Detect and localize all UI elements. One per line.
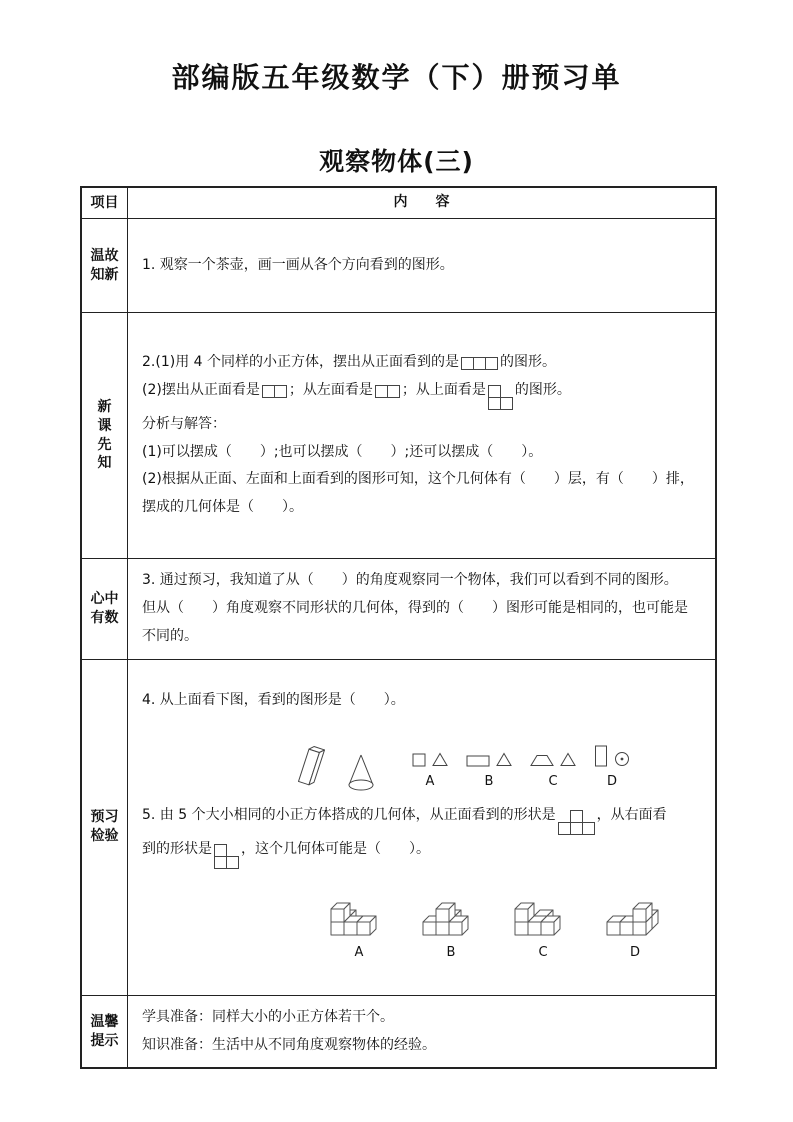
q4-options [412, 725, 630, 794]
q4-option-A [412, 725, 448, 794]
q2-text: (2)摆出从正面看是 [142, 381, 260, 398]
front-view-squares-icon [558, 810, 595, 835]
question-5-line2 [142, 837, 701, 869]
analysis-answer-2a: (2)根据从正面、左面和上面看到的图形可知，这个几何体有（ ）层，有（ ）排， [142, 471, 694, 488]
option-shapes-icon [530, 725, 576, 767]
label-line: 温故 [90, 247, 119, 264]
option-label: C [538, 945, 548, 961]
label-line: 新 [97, 398, 112, 415]
label-line: 检验 [90, 828, 119, 845]
label-line: 知 [97, 455, 112, 472]
row-label-check [82, 660, 128, 995]
row-label-review [82, 219, 128, 312]
label-line: 预习 [90, 809, 119, 826]
table-row-mind [82, 558, 715, 659]
blank-square [500, 397, 513, 410]
row-content-newlesson [128, 313, 715, 558]
cube-arrangement-icon [419, 882, 483, 938]
cube-arrangement-icon [327, 882, 391, 938]
q4-option-D [594, 725, 630, 794]
header-content-cell [128, 188, 715, 218]
q4-option-C [530, 725, 576, 794]
front-view-squares-icon [262, 385, 287, 398]
page-title: 部编版五年级数学（下）册预习单 [171, 61, 622, 94]
lesson-title: 观察物体(三) [319, 147, 474, 176]
analysis-answer-1: (1)可以摆成（ ）;也可以摆成（ ）;还可以摆成（ ）。 [142, 443, 543, 460]
cube-arrangement-icon [603, 882, 667, 938]
row-label-tips [82, 996, 128, 1068]
q5-text: 到的形状是 [142, 841, 212, 858]
option-label: D [629, 945, 640, 961]
row-label-newlesson [82, 313, 128, 558]
option-label: A [425, 774, 435, 790]
q5-option-D [603, 882, 667, 965]
label-line: 知新 [90, 266, 119, 283]
question-4-figure [292, 725, 701, 794]
tips-line1: 学具准备：同样大小的小正方体若干个。 [142, 1008, 394, 1025]
q5-text: 5. 由 5 个大小相同的小正方体搭成的几何体，从正面看到的形状是 [142, 807, 556, 824]
analysis-heading: 分析与解答： [142, 415, 226, 432]
table-row-tips [82, 995, 715, 1068]
front-view-squares-icon [461, 357, 498, 370]
top-view-squares-icon [488, 385, 513, 410]
label-line: 先 [97, 436, 112, 453]
row-content-mind [128, 559, 715, 659]
q5-options [327, 882, 701, 965]
option-label: B [446, 945, 456, 961]
tilted-box-icon [292, 744, 332, 794]
row-content-review [128, 219, 715, 312]
q2-text: ；从上面看是 [401, 381, 486, 398]
option-shapes-icon [412, 725, 448, 767]
q4-objects [292, 744, 378, 794]
label-line: 温馨 [90, 1013, 119, 1030]
table-row-check [82, 659, 715, 995]
analysis-answer-2b: 摆成的几何体是（ ）。 [142, 499, 303, 516]
option-label: D [606, 774, 617, 790]
question-3-line2: 但从（ ）角度观察不同形状的几何体，得到的（ ）图形可能是相同的，也可能是 [142, 599, 688, 616]
question-3-line3: 不同的。 [142, 627, 198, 644]
blank-square [226, 856, 239, 869]
table-header-row [82, 188, 715, 218]
blank-square [582, 822, 595, 835]
table-row-review [82, 218, 715, 312]
option-label: B [484, 774, 494, 790]
q5-option-B [419, 882, 483, 965]
label-line: 提示 [90, 1032, 119, 1049]
header-content-label: 内 容 [393, 194, 450, 211]
question-5-line1 [142, 803, 701, 835]
q2-text: 的图形。 [500, 353, 556, 370]
question-4-text: 4. 从上面看下图，看到的图形是（ ）。 [142, 692, 405, 709]
question-2-line2 [142, 378, 701, 410]
option-label: A [354, 945, 364, 961]
question-2-line1 [142, 350, 701, 376]
label-line: 课 [97, 417, 112, 434]
option-label: C [548, 774, 558, 790]
cone-icon [344, 752, 378, 794]
row-label-mind [82, 559, 128, 659]
q4-option-B [466, 725, 512, 794]
left-view-squares-icon [375, 385, 400, 398]
table-row-newlesson [82, 312, 715, 558]
question-1-text: 1. 观察一个茶壶，画一画从各个方向看到的图形。 [142, 256, 454, 273]
label-line: 心中 [90, 590, 119, 607]
blank-square [387, 385, 400, 398]
question-3-line1: 3. 通过预习，我知道了从（ ）的角度观察同一个物体，我们可以看到不同的图形。 [142, 572, 678, 588]
q5-text: ，这个几何体可能是（ ）。 [241, 841, 430, 858]
row-content-tips [128, 996, 715, 1068]
blank-square [485, 357, 498, 370]
right-view-squares-icon [214, 844, 239, 869]
worksheet-table [80, 186, 717, 1069]
blank-square [274, 385, 287, 398]
cube-arrangement-icon [511, 882, 575, 938]
tips-line2: 知识准备：生活中从不同角度观察物体的经验。 [142, 1036, 436, 1053]
label-line: 有数 [90, 609, 119, 626]
q5-text: ，从右面看 [596, 807, 667, 824]
q5-option-A [327, 882, 391, 965]
row-content-check [128, 660, 715, 995]
option-shapes-icon [466, 725, 512, 767]
q2-text: 2.(1)用 4 个同样的小正方体，摆出从正面看到的是 [142, 353, 459, 370]
q2-text: ；从左面看是 [288, 381, 373, 398]
option-shapes-icon [594, 725, 630, 767]
q2-text: 的图形。 [514, 381, 571, 398]
header-item-cell: 项目 [82, 188, 128, 218]
q5-option-C [511, 882, 575, 965]
